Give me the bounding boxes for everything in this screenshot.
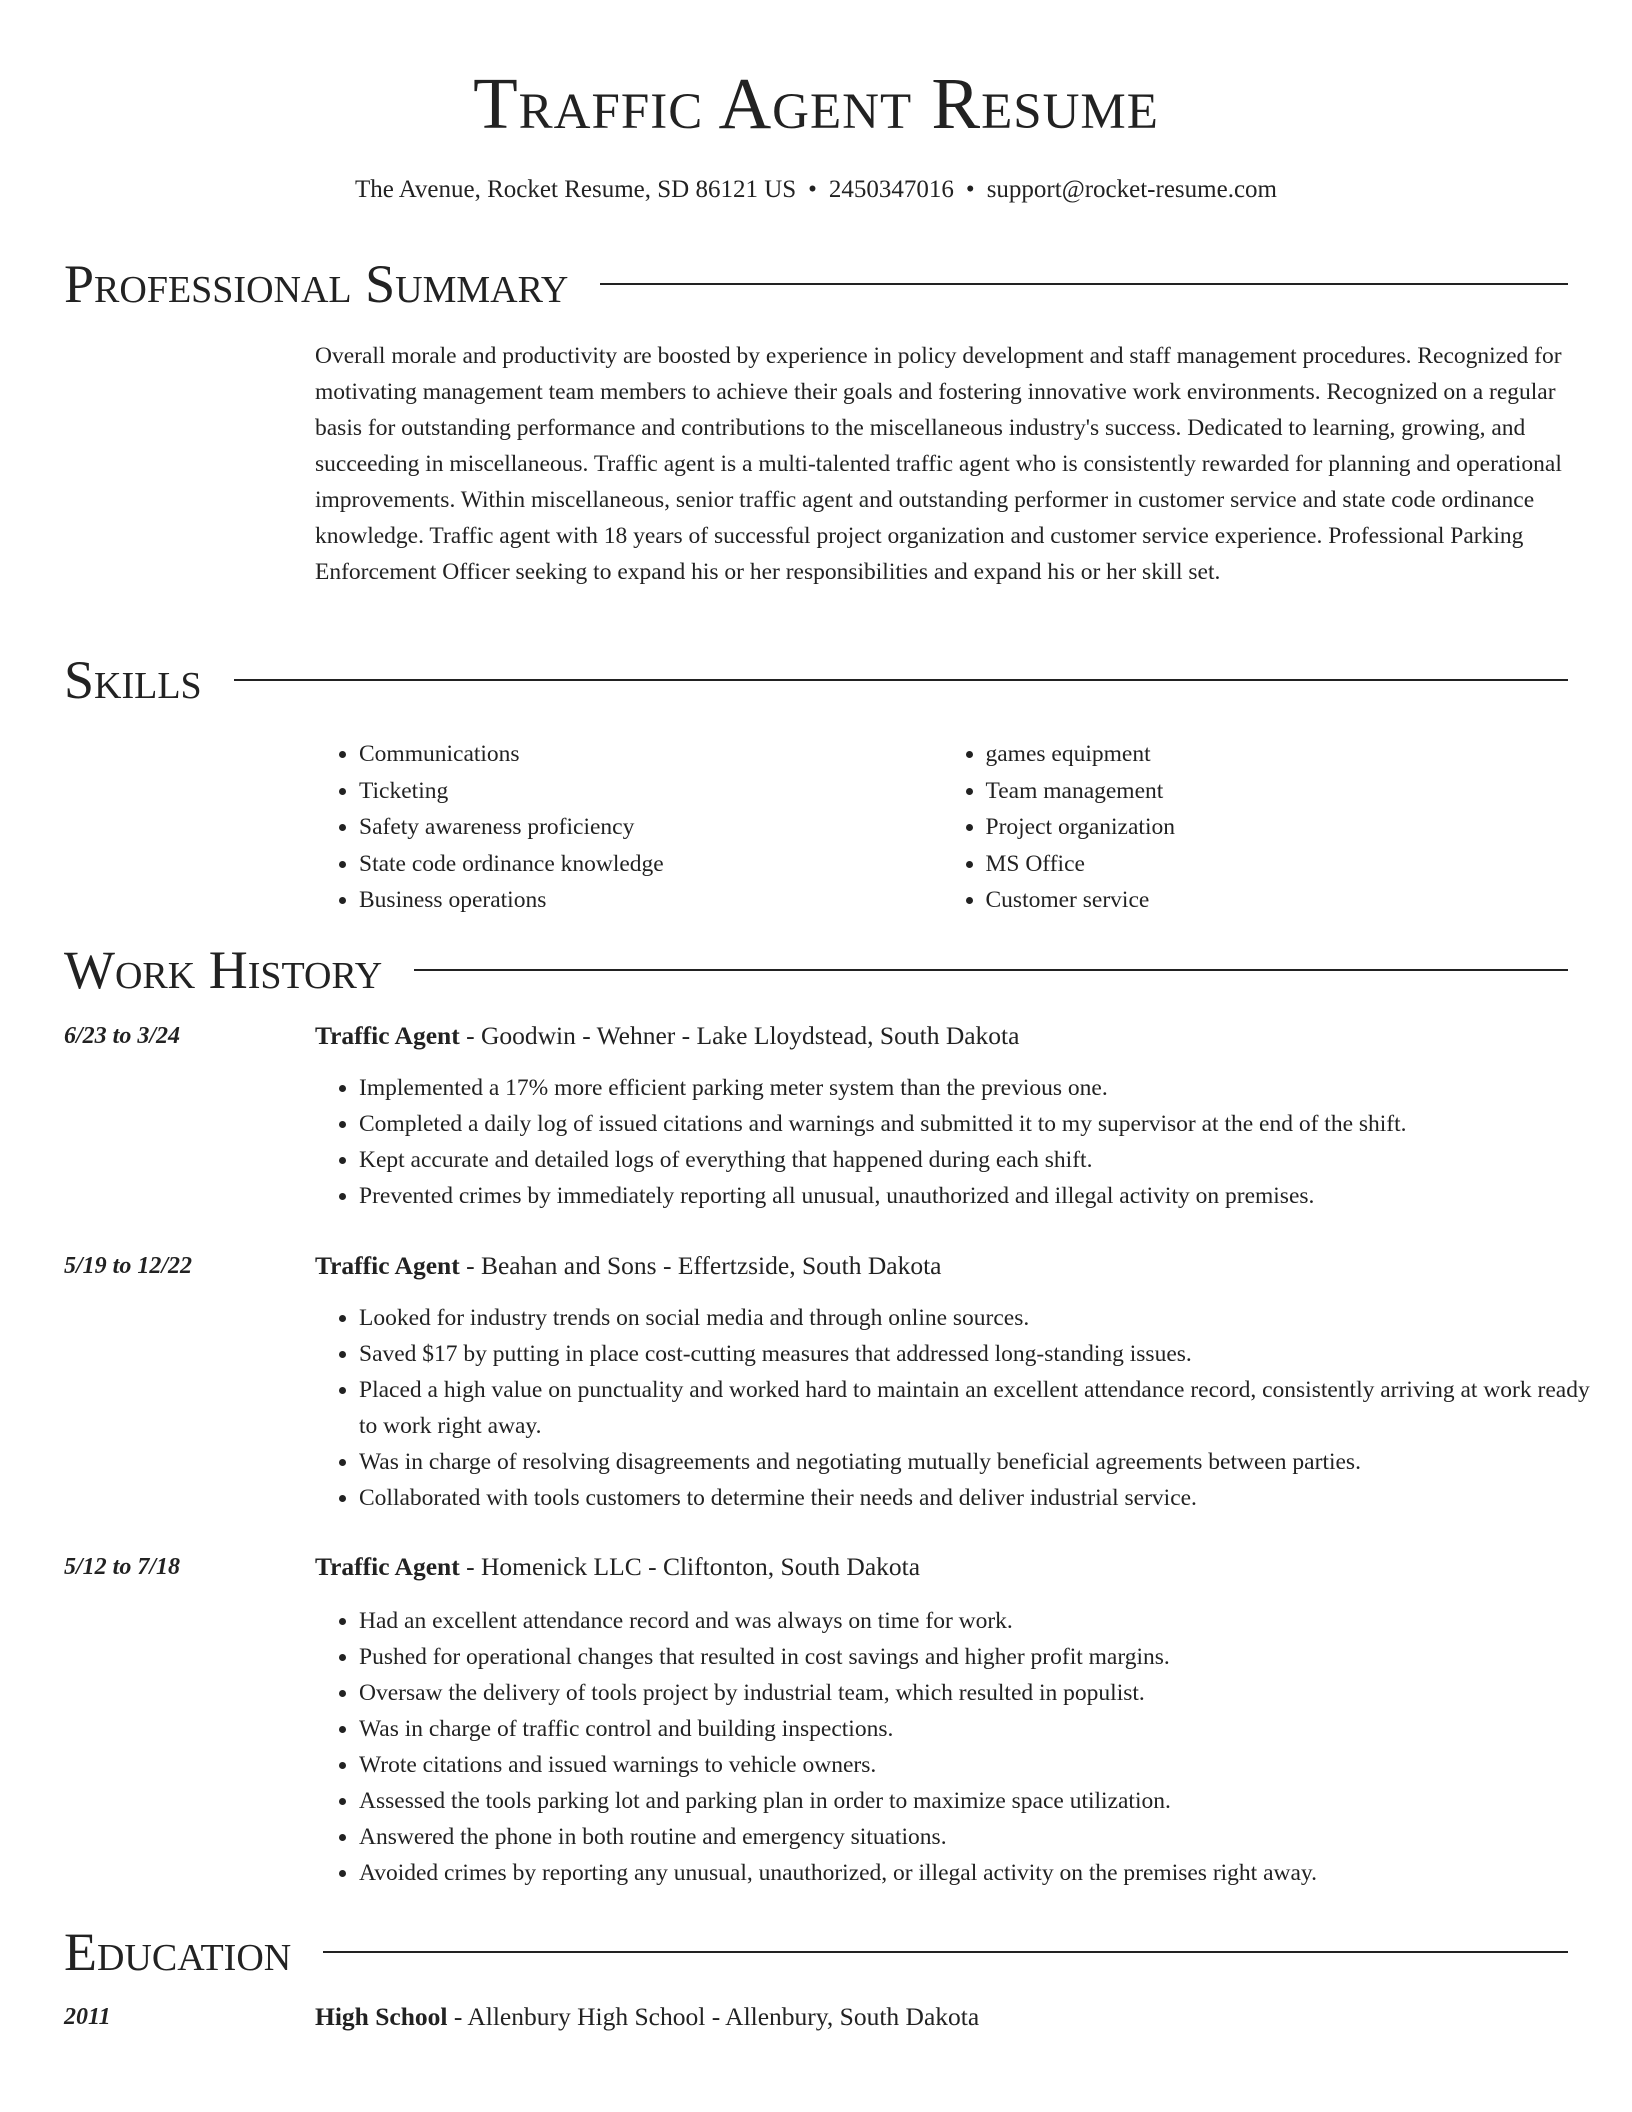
- skills-column-left: [315, 736, 942, 919]
- skill-item: • Project organization: [986, 809, 1569, 846]
- list-item: • Assessed the tools parking lot and parking plan in order to maximize space utilization.: [359, 1783, 1612, 1819]
- skill-item: • Communications: [359, 736, 942, 773]
- skill-item: • Customer service: [986, 882, 1569, 919]
- list-item: • Prevented crimes by immediately reporting all unusual, unauthorized and illegal activity on premises.: [359, 1178, 1612, 1214]
- skill-item: • MS Office: [986, 846, 1569, 883]
- job-bullets: [315, 1300, 1612, 1516]
- skills-title: Skills: [64, 650, 202, 710]
- job-heading: [315, 1550, 920, 1584]
- job-dates: 5/12 to 7/18: [64, 1554, 181, 1580]
- education-title: Education: [64, 1922, 292, 1982]
- job-employer: - Goodwin - Wehner - Lake Lloydstead, South Dakota: [459, 1021, 1020, 1050]
- job-bullets: [315, 1603, 1612, 1891]
- separator-dot: •: [808, 176, 817, 203]
- summary-heading: [64, 249, 1568, 319]
- section-divider: [600, 283, 1568, 285]
- list-item: • Was in charge of traffic control and building inspections.: [359, 1711, 1612, 1747]
- phone: 2450347016: [828, 176, 954, 203]
- list-item: • Placed a high value on punctuality and worked hard to maintain an excellent attendance record, consistently arriving at work ready to work right away.: [359, 1372, 1612, 1444]
- education-heading: [64, 1917, 1568, 1987]
- list-item: • Had an excellent attendance record and was always on time for work.: [359, 1603, 1612, 1639]
- education-year: 2011: [64, 2004, 111, 2030]
- list-item: • Saved $17 by putting in place cost-cutting measures that addressed long-standing issues.: [359, 1336, 1612, 1372]
- list-item: • Implemented a 17% more efficient parking meter system than the previous one.: [359, 1070, 1612, 1106]
- work-history-title: Work History: [64, 940, 383, 1000]
- list-item: • Answered the phone in both routine and emergency situations.: [359, 1819, 1612, 1855]
- section-divider: [414, 969, 1568, 971]
- job-heading: [315, 1249, 942, 1283]
- job-title: Traffic Agent: [315, 1251, 460, 1280]
- list-item: • Wrote citations and issued warnings to vehicle owners.: [359, 1747, 1612, 1783]
- skill-item: • State code ordinance knowledge: [359, 846, 942, 883]
- list-item: • Collaborated with tools customers to determine their needs and deliver industrial service.: [359, 1480, 1612, 1516]
- job-dates: 5/19 to 12/22: [64, 1253, 193, 1279]
- skill-item: • Business operations: [359, 882, 942, 919]
- address: The Avenue, Rocket Resume, SD 86121 US: [355, 176, 797, 203]
- job-bullets: [315, 1070, 1612, 1214]
- summary-text: Overall morale and productivity are boosted by experience in policy development and staff management procedures. Recognized for motivating management team members to achieve their goals and fostering innovative work environments. Recognized on a regular basis for outstanding performance and contributions to the miscellaneous industry's success. Dedicated to learning, growing, and succeeding in miscellaneous. Traffic agent is a multi-talented traffic agent who is consistently rewarded for planning and operational improvements. Within miscellaneous, senior traffic agent and outstanding performer in customer service and state code ordinance knowledge. Traffic agent with 18 years of successful project organization and customer service experience. Professional Parking Enforcement Officer seeking to expand his or her responsibilities and expand his or her skill set.: [315, 343, 1562, 585]
- skill-item: • Team management: [986, 773, 1569, 810]
- skill-item: • games equipment: [986, 736, 1569, 773]
- education-heading-line: [315, 2000, 979, 2034]
- list-item: • Pushed for operational changes that resulted in cost savings and higher profit margins.: [359, 1639, 1612, 1675]
- skills-list: [315, 736, 1568, 919]
- job-heading: [315, 1019, 1019, 1053]
- list-item: • Kept accurate and detailed logs of everything that happened during each shift.: [359, 1142, 1612, 1178]
- contact-line: [0, 173, 1632, 207]
- skill-item: • Safety awareness proficiency: [359, 809, 942, 846]
- job-employer: - Beahan and Sons - Effertzside, South Dakota: [459, 1251, 942, 1280]
- list-item: • Oversaw the delivery of tools project by industrial team, which resulted in populist.: [359, 1675, 1612, 1711]
- resume-title: Traffic Agent Resume: [473, 63, 1159, 144]
- education-degree: High School: [315, 2002, 448, 2031]
- skill-item: • Ticketing: [359, 773, 942, 810]
- section-divider: [323, 1951, 1568, 1953]
- email: support@rocket-resume.com: [986, 176, 1277, 203]
- job-title: Traffic Agent: [315, 1021, 460, 1050]
- list-item: • Avoided crimes by reporting any unusual, unauthorized, or illegal activity on the premises right away.: [359, 1855, 1612, 1891]
- list-item: • Looked for industry trends on social media and through online sources.: [359, 1300, 1612, 1336]
- job-dates: 6/23 to 3/24: [64, 1023, 181, 1049]
- summary-title: Professional Summary: [64, 254, 569, 314]
- job-employer: - Homenick LLC - Cliftonton, South Dakota: [459, 1552, 921, 1581]
- list-item: • Completed a daily log of issued citations and warnings and submitted it to my supervisor at the end of the shift.: [359, 1106, 1612, 1142]
- job-title: Traffic Agent: [315, 1552, 460, 1581]
- education-school: - Allenbury High School - Allenbury, South Dakota: [447, 2002, 980, 2031]
- skills-heading: [64, 645, 1568, 715]
- separator-dot: •: [965, 176, 975, 203]
- list-item: • Was in charge of resolving disagreements and negotiating mutually beneficial agreements between parties.: [359, 1444, 1612, 1480]
- work-history-heading: [64, 935, 1568, 1005]
- section-divider: [234, 679, 1568, 681]
- skills-column-right: [942, 736, 1569, 919]
